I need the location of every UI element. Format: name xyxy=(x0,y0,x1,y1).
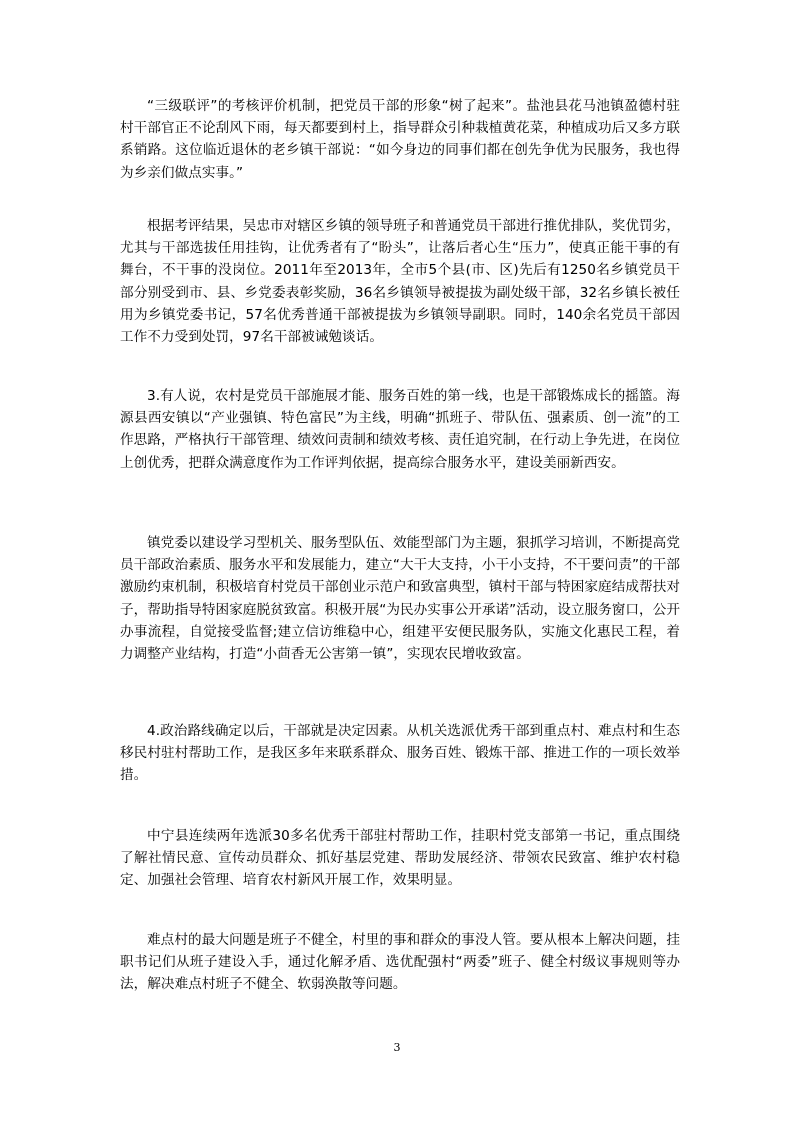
paragraph-zhongning-county: 中宁县连续两年选派30多名优秀干部驻村帮助工作，挂职村党支部第一书记，重点围绕了解社情民意、宣传动员群众、抓好基层党建、帮助发展经济、带领农民致富、维护农村稳定、加强社会管理、培育农村新风开展工作，效果明显。 xyxy=(120,828,680,889)
paragraph-difficult-villages: 难点村的最大问题是班子不健全，村里的事和群众的事没人管。要从根本上解决问题，挂职书记们从班子建设入手，通过化解矛盾、选优配强村“两委”班子、健全村级议事规则等办法，解决难点村班子不健全、软弱涣散等问题。 xyxy=(120,932,680,993)
page-number: 3 xyxy=(393,1041,401,1054)
paragraph-town-party-committee: 镇党委以建设学习型机关、服务型队伍、效能型部门为主题，狠抓学习培训，不断提高党员干部政治素质、服务水平和发展能力，建立“大干大支持，小干小支持，不干要问责”的干部激励约束机制，积极培育村党员干部创业示范户和致富典型，镇村干部与特困家庭结成帮扶对子，帮助指导特困家庭脱贫致富。积极开展“为民办实事公开承诺”活动，设立服务窗口，公开办事流程，自觉接受监督;建立信访维稳中心，组建平安便民服务队，实施文化惠民工程，着力调整产业结构，打造“小茴香无公害第一镇”，实现农民增收致富。 xyxy=(120,535,680,663)
paragraph-evaluation-mechanism: “三级联评”的考核评价机制，把党员干部的形象“树了起来”。盐池县花马池镇盈德村驻村干部官正不论刮风下雨，每天都要到村上，指导群众引种栽植黄花菜，种植成功后又多方联系销路。这位临近退休的老乡镇干部说：“如今身边的同事们都在创先争优为民服务，我也得为乡亲们做点实事。” xyxy=(120,98,680,181)
paragraph-assessment-results: 根据考评结果，吴忠市对辖区乡镇的领导班子和普通党员干部进行推优排队，奖优罚劣，尤其与干部选拔任用挂钩，让优秀者有了“盼头”，让落后者心生“压力”，使真正能干事的有舞台，不干事的没岗位。2011年至2013年，全市5个县(市、区)先后有1250名乡镇党员干部分别受到市、县、乡党委表彰奖励，36名乡镇领导被提拔为副处级干部，32名乡镇长被任用为乡镇党委书记，57名优秀普通干部被提拔为乡镇领导副职。同时，140余名党员干部因工作不力受到处罚，97名干部被诫勉谈话。 xyxy=(120,218,680,346)
paragraph-political-line: 4.政治路线确定以后，干部就是决定因素。从机关选派优秀干部到重点村、难点村和生态移民村驻村帮助工作，是我区多年来联系群众、服务百姓、锻炼干部、推进工作的一项长效举措。 xyxy=(120,723,680,784)
paragraph-rural-frontline: 3.有人说，农村是党员干部施展才能、服务百姓的第一线，也是干部锻炼成长的摇篮。海源县西安镇以“产业强镇、特色富民”为主线，明确“抓班子、带队伍、强素质、创一流”的工作思路，严格执行干部管理、绩效问责制和绩效考核、责任追究制，在行动上争先进，在岗位上创优秀，把群众满意度作为工作评判依据，提高综合服务水平，建设美丽新西安。 xyxy=(120,388,680,471)
